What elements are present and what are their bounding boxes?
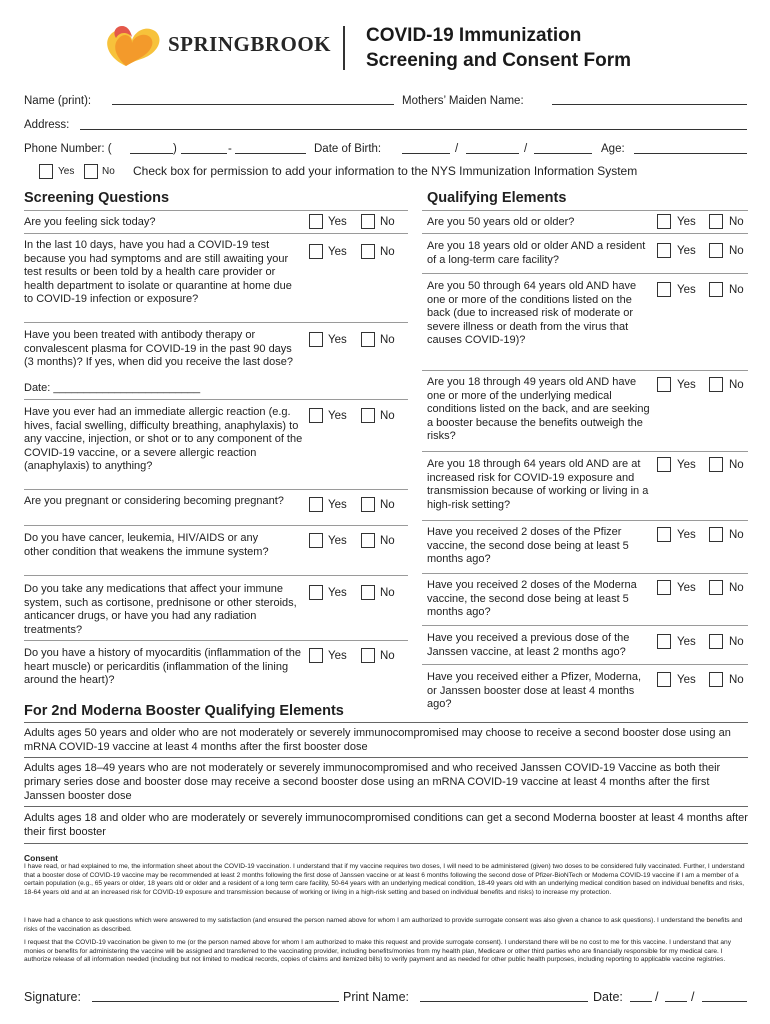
divider xyxy=(422,273,748,274)
qe9-yes-checkbox[interactable] xyxy=(657,672,671,687)
qualifying-heading: Qualifying Elements xyxy=(427,190,567,206)
consent-paragraph-3: I request that the COVID-19 vaccination be given to me (or the person named above for whom I am authorized to make this request and provide surrogate consent). I understand there will be no cost to me for this vaccine. I understand that any monies or benefits for administering the vaccine will be assigned and transferred to the vaccinating provider, including benefits/monies from my health plan, Medicare or other third parties who are financially responsible for my medical care. I authorize release of all information needed (including but not limited to medical records, copies of claims and itemized bills) to verify payment and as needed for other public health purposes, including reporting to applicable vaccine registries. xyxy=(24,939,732,964)
no-label: No xyxy=(729,636,744,648)
q4-yes-checkbox[interactable] xyxy=(309,408,323,423)
divider xyxy=(24,806,748,807)
dob-day-field[interactable] xyxy=(466,153,519,154)
name-field[interactable] xyxy=(112,104,394,105)
screening-heading: Screening Questions xyxy=(24,190,170,206)
no-label: No xyxy=(380,535,395,547)
yes-label: Yes xyxy=(677,379,696,391)
moderna-booster-heading: For 2nd Moderna Booster Qualifying Elements xyxy=(24,703,344,719)
yes-label: Yes xyxy=(328,499,347,511)
no-label: No xyxy=(729,216,744,228)
qualifying-question-8: Have you received a previous dose of the Janssen vaccine, at least 2 months ago? xyxy=(427,632,630,658)
qe7-no-checkbox[interactable] xyxy=(709,580,723,595)
q5-yes-checkbox[interactable] xyxy=(309,497,323,512)
divider xyxy=(24,489,408,490)
qe6-yes-checkbox[interactable] xyxy=(657,527,671,542)
springbrook-logo xyxy=(104,22,164,68)
no-label: No xyxy=(380,410,395,422)
divider xyxy=(24,233,408,234)
divider xyxy=(24,843,748,844)
dob-year-field[interactable] xyxy=(534,153,592,154)
qualifying-question-4: Are you 18 through 49 years old AND have one or more of the underlying medical conditions listed on the back, and are seeking a booster because the benefits outweigh the risks? xyxy=(427,376,650,443)
yes-label: Yes xyxy=(328,410,347,422)
no-label: No xyxy=(380,499,395,511)
q1-no-checkbox[interactable] xyxy=(361,214,375,229)
screening-question-8: Do you have a history of myocarditis (inflammation of the heart muscle) or pericarditis (inflammation of the lining around the heart)? xyxy=(24,647,301,687)
divider xyxy=(422,233,748,234)
no-label: No xyxy=(380,650,395,662)
qualifying-question-5: Are you 18 through 64 years old AND are at increased risk for COVID-19 exposure and transmission because of working or living in a high-risk setting? xyxy=(427,458,649,511)
print-name-field[interactable] xyxy=(420,1001,588,1002)
qe8-no-checkbox[interactable] xyxy=(709,634,723,649)
dob-month-field[interactable] xyxy=(402,153,450,154)
yes-label: Yes xyxy=(677,582,696,594)
yes-label: Yes xyxy=(328,216,347,228)
divider xyxy=(422,625,748,626)
divider xyxy=(422,573,748,574)
consent-heading: Consent xyxy=(24,853,58,863)
divider xyxy=(24,210,408,211)
brand-name: SPRINGBROOK xyxy=(168,32,332,56)
maiden-name-label: Mothers’ Maiden Name: xyxy=(402,95,524,107)
qe2-no-checkbox[interactable] xyxy=(709,243,723,258)
q4-no-checkbox[interactable] xyxy=(361,408,375,423)
screening-question-5: Are you pregnant or considering becoming pregnant? xyxy=(24,495,284,507)
qualifying-question-6: Have you received 2 doses of the Pfizer vaccine, the second dose being at least 5 months ago? xyxy=(427,526,629,566)
qe2-yes-checkbox[interactable] xyxy=(657,243,671,258)
q5-no-checkbox[interactable] xyxy=(361,497,375,512)
moderna-paragraph-2: Adults ages 18–49 years who are not moderately or severely immunocompromised and who received Janssen COVID-19 Vaccine as both their primary series dose and booster dose may receive a second booster dose using an mRNA COVID-19 vaccine at least 4 months after the first Janssen booster dose xyxy=(24,762,721,802)
no-label: No xyxy=(729,459,744,471)
yes-label: Yes xyxy=(677,459,696,471)
name-label: Name (print): xyxy=(24,95,92,107)
dob-slash-1: / xyxy=(455,143,459,155)
q6-yes-checkbox[interactable] xyxy=(309,533,323,548)
q8-no-checkbox[interactable] xyxy=(361,648,375,663)
header-divider xyxy=(343,26,345,70)
moderna-paragraph-1: Adults ages 50 years and older who are not moderately or severely immunocompromised may choose to receive a second booster dose using an mRNA COVID-19 vaccine at least 4 months after the first booster dose xyxy=(24,727,731,753)
q2-yes-checkbox[interactable] xyxy=(309,244,323,259)
qe1-yes-checkbox[interactable] xyxy=(657,214,671,229)
nysiis-yes-checkbox[interactable] xyxy=(39,164,53,179)
divider xyxy=(24,399,408,400)
qe3-no-checkbox[interactable] xyxy=(709,282,723,297)
q2-no-checkbox[interactable] xyxy=(361,244,375,259)
no-label: No xyxy=(729,284,744,296)
date-day-field[interactable] xyxy=(665,1001,687,1002)
divider xyxy=(24,722,748,723)
q7-no-checkbox[interactable] xyxy=(361,585,375,600)
qe5-yes-checkbox[interactable] xyxy=(657,457,671,472)
moderna-paragraph-3: Adults ages 18 and older who are moderately or severely immunocompromised conditions can get a second Moderna booster at least 4 months after their first booster xyxy=(24,812,748,838)
qualifying-question-9: Have you received either a Pfizer, Moderna, or Janssen booster dose at least 4 months ago? xyxy=(427,671,642,711)
qualifying-question-7: Have you received 2 doses of the Moderna vaccine, the second dose being at least 5 months ago? xyxy=(427,579,637,619)
date-slash-1: / xyxy=(655,990,659,1004)
qe4-yes-checkbox[interactable] xyxy=(657,377,671,392)
yes-label: Yes xyxy=(677,636,696,648)
qualifying-question-2: Are you 18 years old or older AND a resident of a long-term care facility? xyxy=(427,240,646,266)
qe5-no-checkbox[interactable] xyxy=(709,457,723,472)
nysiis-no-label: No xyxy=(102,166,115,177)
q3-no-checkbox[interactable] xyxy=(361,332,375,347)
no-label: No xyxy=(729,674,744,686)
signature-label: Signature: xyxy=(24,990,81,1004)
yes-label: Yes xyxy=(677,216,696,228)
date-year-field[interactable] xyxy=(702,1001,747,1002)
phone-line-field[interactable] xyxy=(235,153,306,154)
yes-label: Yes xyxy=(328,587,347,599)
age-field[interactable] xyxy=(634,153,747,154)
dob-slash-2: / xyxy=(524,143,528,155)
qe1-no-checkbox[interactable] xyxy=(709,214,723,229)
yes-label: Yes xyxy=(328,334,347,346)
print-name-label: Print Name: xyxy=(343,990,409,1004)
no-label: No xyxy=(729,529,744,541)
signature-date-label: Date: xyxy=(593,990,623,1004)
no-label: No xyxy=(380,334,395,346)
divider xyxy=(24,757,748,758)
form-title-line1: COVID-19 Immunization xyxy=(366,25,582,46)
nysiis-yes-label: Yes xyxy=(58,166,75,177)
no-label: No xyxy=(729,379,744,391)
divider xyxy=(24,322,408,323)
phone-paren: ) xyxy=(173,143,177,155)
qualifying-question-3: Are you 50 through 64 years old AND have one or more of the conditions listed on the back (due to increased risk of moderate or severe illness or death from the virus that causes COVID-19)? xyxy=(427,280,637,347)
qe3-yes-checkbox[interactable] xyxy=(657,282,671,297)
yes-label: Yes xyxy=(677,245,696,257)
no-label: No xyxy=(729,245,744,257)
yes-label: Yes xyxy=(328,650,347,662)
screening-question-4: Have you ever had an immediate allergic reaction (e.g. hives, facial swelling, difficulty breathing, anaphylaxis) to any vaccine, injection, or shot or to any component of the COVID-19 vaccine, or a severe allergic reaction (anaphylaxis) to anything? xyxy=(24,406,303,473)
dob-label: Date of Birth: xyxy=(314,143,382,155)
qe7-yes-checkbox[interactable] xyxy=(657,580,671,595)
divider xyxy=(24,525,408,526)
divider xyxy=(422,210,748,211)
yes-label: Yes xyxy=(677,284,696,296)
q8-yes-checkbox[interactable] xyxy=(309,648,323,663)
qualifying-question-1: Are you 50 years old or older? xyxy=(427,216,575,228)
screening-question-1: Are you feeling sick today? xyxy=(24,216,156,228)
no-label: No xyxy=(729,582,744,594)
qe6-no-checkbox[interactable] xyxy=(709,527,723,542)
q6-no-checkbox[interactable] xyxy=(361,533,375,548)
phone-prefix-field[interactable] xyxy=(181,153,227,154)
date-month-field[interactable] xyxy=(630,1001,652,1002)
screening-question-3: Have you been treated with antibody therapy or convalescent plasma for COVID-19 in the past 90 days (3 months)? If yes, when did you receive the last dose? xyxy=(24,329,294,369)
nysiis-no-checkbox[interactable] xyxy=(84,164,98,179)
q3-yes-checkbox[interactable] xyxy=(309,332,323,347)
yes-label: Yes xyxy=(328,535,347,547)
divider xyxy=(422,370,748,371)
no-label: No xyxy=(380,587,395,599)
nysiis-permission-text: Check box for permission to add your information to the NYS Immunization Information System xyxy=(133,164,638,178)
phone-dash: - xyxy=(228,143,232,155)
divider xyxy=(422,520,748,521)
signature-field[interactable] xyxy=(92,1001,339,1002)
screening-question-7: Do you take any medications that affect your immune system, such as cortisone, prednisone or other steroids, anticancer drugs, or have you had any radiation treatments? xyxy=(24,583,297,636)
divider xyxy=(24,640,408,641)
maiden-name-field[interactable] xyxy=(552,104,747,105)
address-label: Address: xyxy=(24,119,70,131)
qe8-yes-checkbox[interactable] xyxy=(657,634,671,649)
divider xyxy=(422,664,748,665)
age-label: Age: xyxy=(601,143,625,155)
form-title-line2: Screening and Consent Form xyxy=(366,50,631,71)
q7-yes-checkbox[interactable] xyxy=(309,585,323,600)
date-slash-2: / xyxy=(691,990,695,1004)
divider xyxy=(422,451,748,452)
consent-paragraph-1: I have read, or had explained to me, the information sheet about the COVID-19 vaccination. I understand that if my vaccine requires two doses, I will need to be administered (given) two doses to be considered fully vaccinated. Further, I understand that a booster dose of COVID-19 vaccine may be recommended at least 2 months following the first dose of Janssen vaccine or at least 6 months following the second dose of Pfizer-BioNTech or Moderna COVID-19 vaccine if I am a member of a certain population (e.g., 65 years or older, 18 years old or older and a resident of a long term care facility, 50-64 years with an underlying medical condition, 18-49 years old with an underlying medical condition based on individual benefits and risks, 18-64 years old and at an increased risk for COVID-19 exposure and transmission because of working or living in a high-risk setting and based on individual benefits and risks) to increase my protection. xyxy=(24,863,745,896)
address-field[interactable] xyxy=(80,129,747,130)
area-code-field[interactable] xyxy=(130,153,173,154)
logo-mark xyxy=(104,22,164,68)
divider xyxy=(24,575,408,576)
no-label: No xyxy=(380,216,395,228)
qe4-no-checkbox[interactable] xyxy=(709,377,723,392)
qe9-no-checkbox[interactable] xyxy=(709,672,723,687)
q1-yes-checkbox[interactable] xyxy=(309,214,323,229)
yes-label: Yes xyxy=(677,529,696,541)
screening-question-6: Do you have cancer, leukemia, HIV/AIDS or any other condition that weakens the immune system? xyxy=(24,532,269,558)
phone-label: Phone Number: ( xyxy=(24,143,112,155)
yes-label: Yes xyxy=(677,674,696,686)
screening-question-2: In the last 10 days, have you had a COVID-19 test because you had symptoms and are still awaiting your test results or been told by a health care provider or health department to isolate or quarantine at home due to COVID-19 infection or exposure? xyxy=(24,239,292,306)
consent-paragraph-2: I have had a chance to ask questions which were answered to my satisfaction (and ensured the person named above for whom I am authorized to provide surrogate consent was also given a chance to ask questions). I understand the benefits and risks of the vaccination as described. xyxy=(24,917,743,933)
no-label: No xyxy=(380,246,395,258)
yes-label: Yes xyxy=(328,246,347,258)
antibody-date-field[interactable]: Date: ________________________ xyxy=(24,382,201,394)
